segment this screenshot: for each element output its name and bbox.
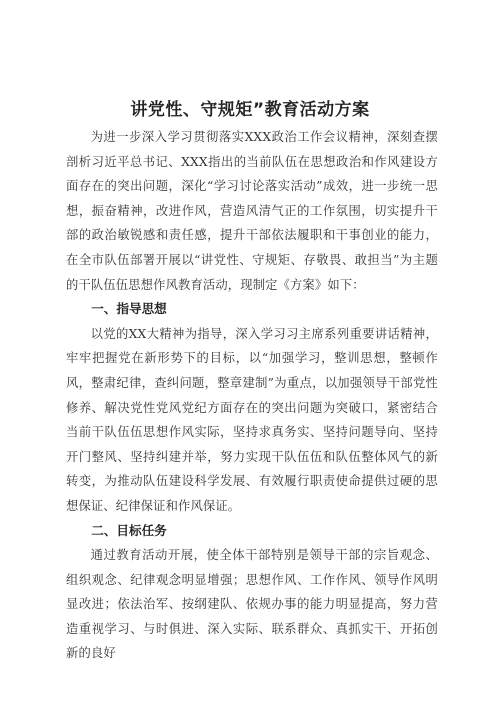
section-text-guiding-thought: 以党的XX大精神为指导，深入学习习主席系列重要讲话精神，牢牢把握党在新形势下的目标，以“加强学习，整训思想，整顿作风，整肃纪律，查纠问题，整章建制”为重点，以加强领导干部党性修养、解决党性党风党纪方面存在的突出问题为突破口，紧密结合当前干队伍伍思想作风实际，坚持求真务实、坚持问题导向、坚持开门整风、坚持纠建并举，努力实现干队伍伍和队伍整体风气的新转变，为推动队伍建设科学发展、有效履行职责使命提供过硬的思想保证、纪律保证和作风保证。	[66, 326, 438, 513]
intro-paragraph: 为进一步深入学习贯彻落实XXX政治工作会议精神，深刻查摆剖析习近平总书记、XXX指出的当前队伍在思想政治和作风建设方面存在的突出问题，深化“学习讨论落实活动”成效，进一步统一思想，振奋精神，改进作风，营造风清气正的工作氛围，切实提升干部的政治敏锐感和责任感，提升干部依法履职和干事创业的能力，在全市队伍部署开展以“讲党性、守规矩、存敬畏、敢担当”为主题的干队伍伍思想作风教育活动，现制定《方案》如下：	[66, 130, 438, 292]
document-title: 讲党性、守规矩”教育活动方案	[130, 100, 370, 120]
section-heading-goals-tasks: 二、目标任务	[91, 522, 167, 538]
document-body	[66, 125, 438, 666]
section-text-goals-tasks: 通过教育活动开展，使全体干部特别是领导干部的宗旨观念、组织观念、纪律观念明显增强；思想作风、工作作风、领导作风明显改进；依法治军、按纲建队、依规办事的能力明显提高，努力营造重视学习、与时俱进、深入实际、联系群众、真抓实干、开拓创新的良好	[66, 548, 438, 661]
section-heading-guiding-thought: 一、指导思想	[91, 301, 167, 317]
